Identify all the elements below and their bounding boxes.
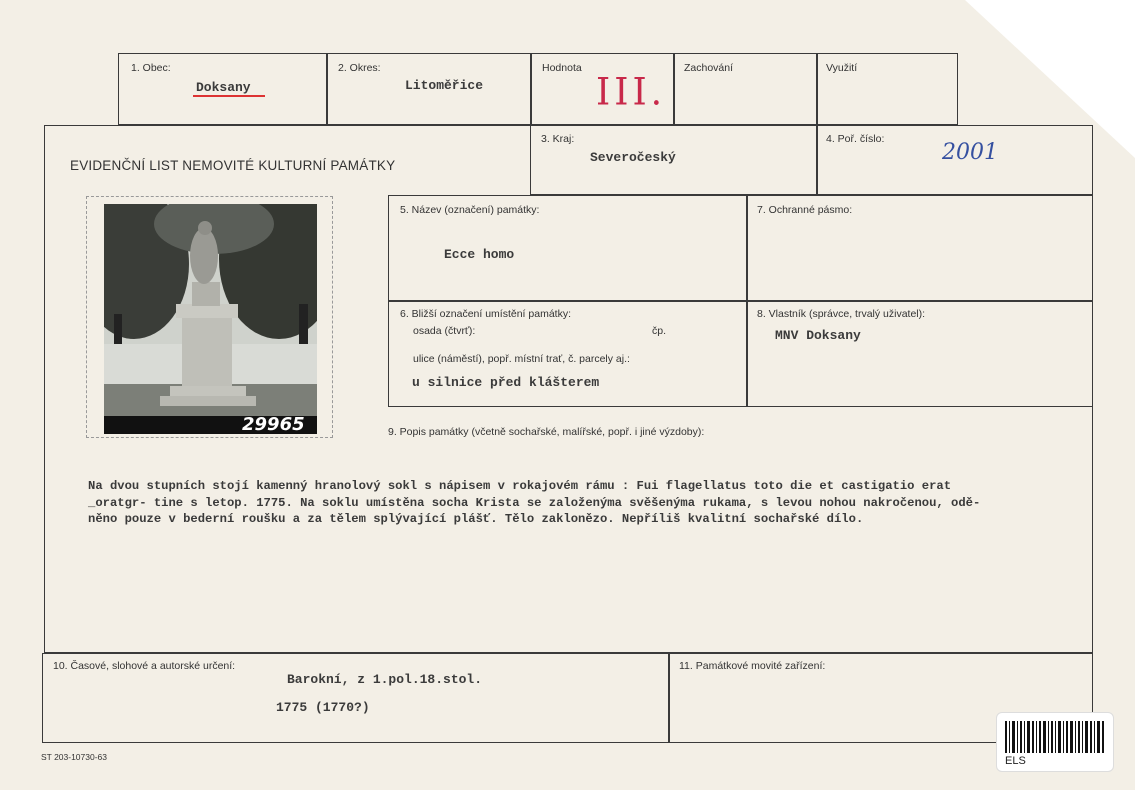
hodnota-label: Hodnota bbox=[542, 62, 582, 74]
hodnota-value: III. bbox=[596, 70, 667, 115]
urceni-line2: 1775 (1770?) bbox=[276, 700, 370, 715]
cp-label: čp. bbox=[652, 325, 667, 337]
okres-value: Litoměřice bbox=[405, 78, 484, 93]
zarizeni-label: 11. Památkové movité zařízení: bbox=[679, 660, 826, 672]
popis-label: 9. Popis památky (včetně sochařské, malířské, popř. i jiné výzdoby): bbox=[388, 426, 705, 438]
obec-underline bbox=[193, 95, 265, 97]
okres-label: 2. Okres: bbox=[338, 62, 381, 74]
barcode-label bbox=[996, 712, 1114, 772]
vlastnik-value: MNV Doksany bbox=[775, 328, 861, 343]
obec-value: Doksany bbox=[196, 80, 251, 95]
kraj-label: 3. Kraj: bbox=[541, 133, 575, 145]
photo-number: 29965 bbox=[242, 414, 305, 435]
urceni-label: 10. Časové, slohové a autorské určení: bbox=[53, 660, 236, 672]
umisteni-label: 6. Bližší označení umístění památky: bbox=[400, 308, 571, 320]
form-title: EVIDENČNÍ LIST NEMOVITÉ KULTURNÍ PAMÁTKY bbox=[70, 158, 396, 173]
ulice-label: ulice (náměstí), popř. místní trať, č. parcely aj.: bbox=[413, 353, 630, 365]
barcode-icon bbox=[1005, 721, 1105, 753]
popis-text bbox=[88, 478, 1083, 528]
kraj-value: Severočeský bbox=[590, 150, 676, 165]
monument-photo bbox=[104, 204, 317, 434]
pasmo-label: 7. Ochranné pásmo: bbox=[757, 204, 853, 216]
por-cislo-value: 2001 bbox=[942, 140, 998, 165]
zachovani-label: Zachování bbox=[684, 62, 734, 74]
por-cislo-label: 4. Poř. číslo: bbox=[826, 133, 885, 145]
popis-line: něno pouze v bederní roušku a za tělem splývající plášť. Tělo zaklonězo. Nepříliš kvalitní sochařské dílo. bbox=[88, 512, 864, 526]
popis-line: _oratgr- tine s letop. 1775. Na soklu umístěna socha Krista se založenýma svěšenýma rukama, s levou nohou nakročenou, odě- bbox=[88, 495, 981, 510]
barcode-text: ELS bbox=[1005, 755, 1026, 767]
vyuziti-label: Využití bbox=[826, 62, 858, 74]
form-code: ST 203-10730-63 bbox=[41, 752, 108, 762]
nazev-value: Ecce homo bbox=[444, 247, 515, 262]
obec-label: 1. Obec: bbox=[131, 62, 171, 74]
nazev-label: 5. Název (označení) památky: bbox=[400, 204, 540, 216]
umisteni-value: u silnice před klášterem bbox=[412, 375, 600, 390]
vlastnik-label: 8. Vlastník (správce, trvalý uživatel): bbox=[757, 308, 926, 320]
osada-label: osada (čtvrť): bbox=[413, 325, 476, 337]
urceni-line1: Barokní, z 1.pol.18.stol. bbox=[287, 672, 483, 687]
popis-line: Na dvou stupních stojí kamenný hranolový sokl s nápisem v rokajovém rámu : Fui flagellatus toto die et castigatio erat bbox=[88, 479, 952, 493]
